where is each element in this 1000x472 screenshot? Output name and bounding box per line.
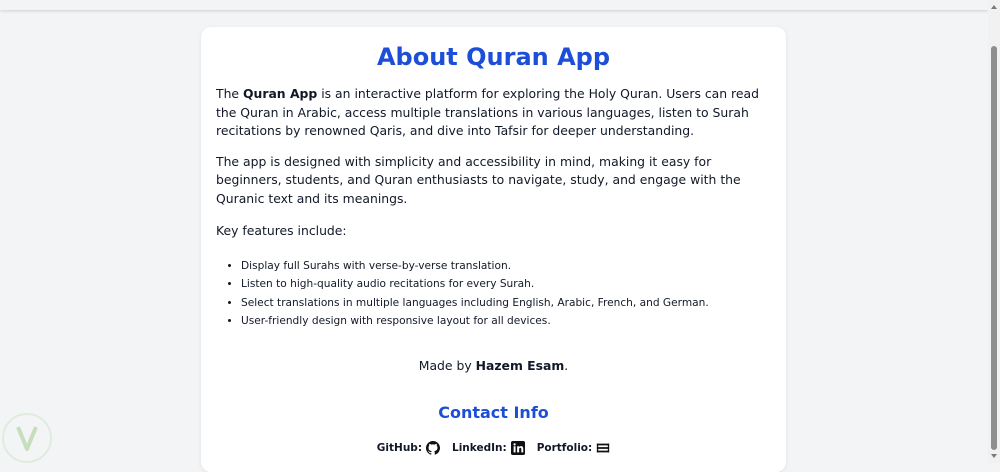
scroll-up-icon[interactable] bbox=[991, 5, 997, 9]
github-icon[interactable] bbox=[426, 441, 440, 455]
intro-paragraph bbox=[216, 85, 771, 141]
contact-title: Contact Info bbox=[438, 402, 549, 422]
page-title: About Quran App bbox=[376, 43, 611, 71]
author-name: Hazem Esam bbox=[475, 357, 565, 373]
linkedin-icon[interactable] bbox=[511, 441, 525, 455]
scroll-thumb[interactable] bbox=[991, 46, 997, 450]
contact-links bbox=[216, 441, 771, 455]
app-name: Quran App bbox=[242, 86, 318, 101]
features-heading: Key features include: bbox=[216, 223, 347, 238]
top-bar bbox=[0, 0, 988, 10]
portfolio-link[interactable] bbox=[537, 441, 611, 455]
made-by bbox=[216, 357, 771, 375]
feature-item: • Listen to high-quality audio recitations for every Surah. bbox=[241, 275, 771, 294]
linkedin-label: LinkedIn: bbox=[452, 441, 507, 454]
feature-item: • Select translations in multiple languages including English, Arabic, French, and German. bbox=[241, 294, 771, 313]
github-label: GitHub: bbox=[376, 441, 423, 454]
watermark-logo-icon bbox=[2, 413, 52, 463]
feature-item: • Display full Surahs with verse-by-verse translation. bbox=[241, 257, 771, 276]
intro-text: is an interactive platform for exploring the Holy Quran. Users can read the Quran in Arabic, access multiple translations in various languages, listen to Surah recitations by renowned Qaris, and dive into Tafsir for deeper understanding. bbox=[216, 86, 759, 138]
made-by-suffix: . bbox=[564, 357, 569, 373]
scroll-down-icon[interactable] bbox=[991, 454, 997, 458]
design-paragraph: The app is designed with simplicity and accessibility in mind, making it easy for beginners, students, and Quran enthusiasts to navigate, study, and engage with the Quranic text and its meanings. bbox=[216, 153, 741, 206]
feature-item: • User-friendly design with responsive layout for all devices. bbox=[241, 312, 771, 331]
intro-prefix: The bbox=[216, 86, 243, 101]
linkedin-link[interactable] bbox=[452, 441, 525, 455]
about-card bbox=[201, 27, 786, 472]
portfolio-label: Portfolio: bbox=[536, 441, 593, 454]
portfolio-icon[interactable] bbox=[596, 441, 610, 455]
github-link[interactable] bbox=[377, 441, 440, 455]
features-list bbox=[216, 257, 771, 331]
scrollbar[interactable] bbox=[988, 0, 1000, 463]
made-by-prefix: Made by bbox=[418, 357, 476, 373]
